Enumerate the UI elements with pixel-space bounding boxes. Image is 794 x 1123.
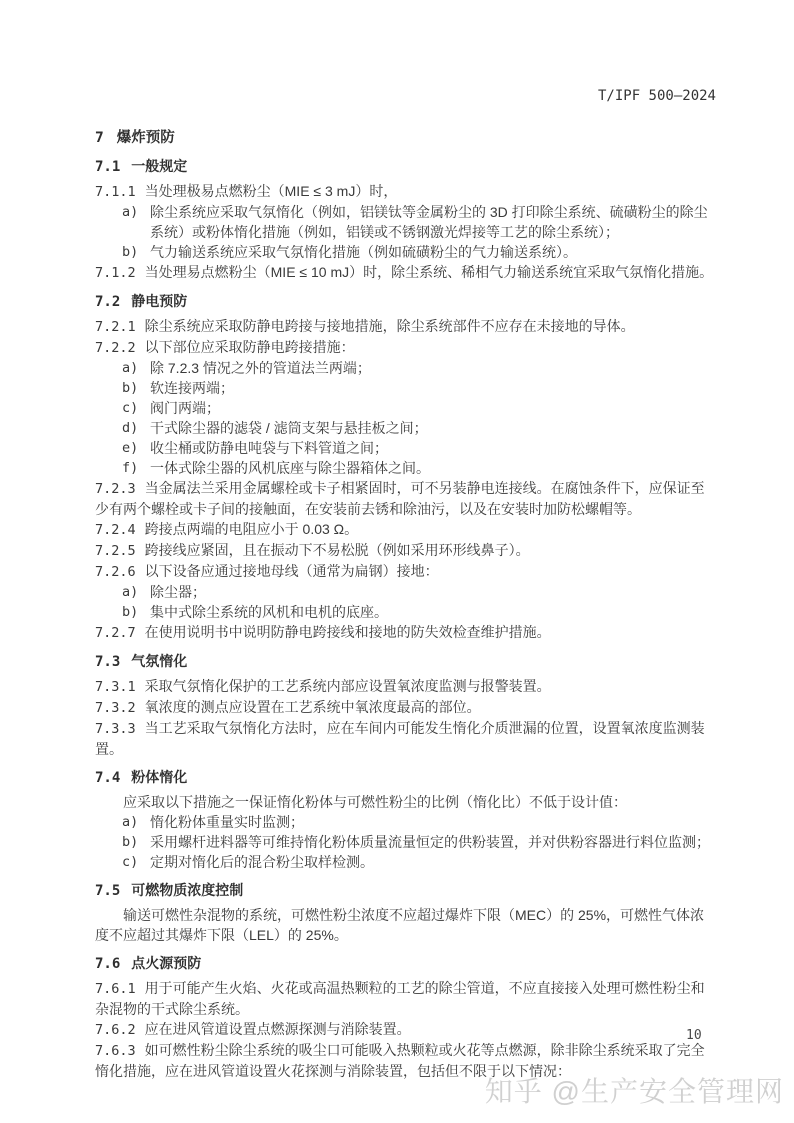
clause-text: 当工艺采取气氛惰化方法时，应在车间内可能发生惰化介质泄漏的位置，设置氧浓度监测装置。 <box>95 720 705 757</box>
clause-number: 7.2.3 <box>95 481 136 497</box>
clause-text: 除尘系统应采取防静电跨接与接地措施，除尘系统部件不应存在未接地的导体。 <box>144 318 635 334</box>
paragraph: 应采取以下措施之一保证惰化粉体与可燃性粉尘的比例（惰化比）不低于设计值： <box>123 794 627 810</box>
list-item-text: 除尘系统应采取气氛惰化（例如，铝镁钛等金属粉尘的 3D 打印除尘系统、硫磺粉尘的除尘系统）或粉体惰化措施（例如，铝镁或不锈钢激光焊接等工艺的除尘系统）； <box>150 204 708 240</box>
clause-text: 当处理极易点燃粉尘（MIE ≤ 3 mJ）时， <box>144 183 398 199</box>
section-heading <box>95 156 716 177</box>
list-item <box>95 438 716 458</box>
list-item <box>95 602 716 622</box>
list-item-text: 阀门两端； <box>150 400 220 416</box>
clause-number: 7.2.2 <box>95 340 136 356</box>
clause-number: 7.6.2 <box>95 1022 136 1038</box>
list-item-text: 软连接两端； <box>150 380 234 396</box>
clause-number: 7.1.2 <box>95 265 136 281</box>
clause <box>95 316 716 337</box>
clause <box>95 1019 716 1040</box>
list-item-label: b) <box>122 244 139 260</box>
document-content <box>95 88 716 1081</box>
clause <box>95 262 716 283</box>
list-item-text: 一体式除尘器的风机底座与除尘器箱体之间。 <box>150 460 430 476</box>
list-item <box>95 398 716 418</box>
clause-number: 7.1.1 <box>95 184 136 200</box>
clause-number: 7.3.2 <box>95 700 136 716</box>
section-heading <box>95 953 716 974</box>
clause-number: 7.2.4 <box>95 522 136 538</box>
chapter-number: 7 <box>95 130 104 146</box>
list-item-label: e) <box>122 440 139 456</box>
clause-text: 跨接线应紧固，且在振动下不易松脱（例如采用环形线鼻子）。 <box>144 542 530 558</box>
list-item-label: a) <box>122 360 139 376</box>
clause-text: 跨接点两端的电阻应小于 0.03 Ω。 <box>144 521 359 537</box>
list-item-label: b) <box>122 604 139 620</box>
section-number: 7.3 <box>95 654 121 670</box>
chapter-title: 爆炸预防 <box>116 130 175 146</box>
list-item-text: 采用螺杆进料器等可维持惰化粉体质量流量恒定的供粉装置，并对供粉容器进行料位监测； <box>150 834 710 850</box>
list-item-label: a) <box>122 204 139 220</box>
clause <box>95 519 716 540</box>
list-item-text: 除尘器； <box>150 584 206 600</box>
section-heading <box>95 880 716 901</box>
list-item <box>95 242 716 262</box>
list-item-label: c) <box>122 854 139 870</box>
clause-text: 氧浓度的测点应设置在工艺系统中氧浓度最高的部位。 <box>144 699 481 715</box>
clause-text: 应在进风管道设置点燃源探测与消除装置。 <box>144 1021 411 1037</box>
list-item <box>95 418 716 438</box>
clause-number: 7.2.7 <box>95 625 136 641</box>
clause-text: 如可燃性粉尘除尘系统的吸尘口可能吸入热颗粒或火花等点燃源，除非除尘系统采取了完全惰化措施，应在进风管道设置火花探测与消除装置，包括但不限于以下情况： <box>95 1042 705 1079</box>
list-item-text: 干式除尘器的滤袋 / 滤筒支架与悬挂板之间； <box>150 420 428 436</box>
list-item-label: c) <box>122 400 139 416</box>
section-title: 静电预防 <box>131 293 188 309</box>
list-item-text: 惰化粉体重量实时监测； <box>150 814 304 830</box>
list-item-label: b) <box>122 834 139 850</box>
clause-number: 7.2.5 <box>95 543 136 559</box>
clause-text: 当金属法兰采用金属螺栓或卡子相紧固时，可不另装静电连接线。在腐蚀条件下，应保证至少有两个螺栓或卡子间的接触面，在安装前去锈和除油污，以及在安装时加防松螺帽等。 <box>95 480 705 517</box>
clause-number: 7.3.3 <box>95 721 136 737</box>
list-item-text: 气力输送系统应采取气氛惰化措施（例如硫磺粉尘的气力输送系统）。 <box>150 244 577 260</box>
clause <box>95 697 716 718</box>
list-item-label: f) <box>122 460 139 476</box>
watermark: 知乎 @生产安全管理网 <box>484 1076 784 1107</box>
list-item-text: 集中式除尘系统的风机和电机的底座。 <box>150 604 388 620</box>
list-item-text: 除 7.2.3 情况之外的管道法兰两端； <box>150 360 371 376</box>
clause-number: 7.2.1 <box>95 319 136 335</box>
list-item <box>95 852 716 872</box>
section-title: 可燃物质浓度控制 <box>131 882 244 898</box>
list-item-label: a) <box>122 814 139 830</box>
clause <box>95 561 716 582</box>
clause <box>95 718 716 759</box>
list-item <box>95 202 716 242</box>
clause <box>95 540 716 561</box>
list-item <box>95 378 716 398</box>
list-item-label: b) <box>122 380 139 396</box>
paragraph: 输送可燃性杂混物的系统，可燃性粉尘浓度不应超过爆炸下限（MEC）的 25%，可燃性气体浓度不应超过其爆炸下限（LEL）的 25%。 <box>95 907 705 943</box>
clause-text: 在使用说明书中说明防静电跨接线和接地的防失效检查维护措施。 <box>144 624 551 640</box>
clause-text: 当处理易点燃粉尘（MIE ≤ 10 mJ）时，除尘系统、稀相气力输送系统宜采取气氛惰化措施。 <box>144 264 714 280</box>
section-heading <box>95 651 716 672</box>
list-item <box>95 812 716 832</box>
section-heading <box>95 767 716 788</box>
clause-text: 用于可能产生火焰、火花或高温热颗粒的工艺的除尘管道，不应直接接入处理可燃性粉尘和杂混物的干式除尘系统。 <box>95 980 705 1017</box>
list-item-label: a) <box>122 584 139 600</box>
clause-number: 7.2.6 <box>95 564 136 580</box>
clause-number: 7.6.1 <box>95 981 136 997</box>
section-number: 7.2 <box>95 294 121 310</box>
sections-container <box>95 156 716 1081</box>
list-item <box>95 358 716 378</box>
clause <box>95 622 716 643</box>
clause-number: 7.6.3 <box>95 1043 136 1059</box>
clause <box>95 181 716 202</box>
section-heading <box>95 291 716 312</box>
list-item-label: d) <box>122 420 139 436</box>
list-item <box>95 832 716 852</box>
section-title: 点火源预防 <box>131 955 202 971</box>
clause <box>95 337 716 358</box>
section-number: 7.1 <box>95 159 121 175</box>
section-title: 粉体惰化 <box>131 769 188 785</box>
section-title: 一般规定 <box>131 158 188 174</box>
clause <box>95 676 716 697</box>
clause <box>95 978 716 1019</box>
clause-number: 7.3.1 <box>95 679 136 695</box>
list-item-text: 定期对惰化后的混合粉尘取样检测。 <box>150 854 374 870</box>
section-number: 7.5 <box>95 883 121 899</box>
list-item-text: 收尘桶或防静电吨袋与下料管道之间； <box>150 440 388 456</box>
section-number: 7.4 <box>95 770 121 786</box>
clause <box>95 478 716 519</box>
clause-text: 以下设备应通过接地母线（通常为扁钢）接地： <box>144 563 439 579</box>
section-number: 7.6 <box>95 956 121 972</box>
list-item <box>95 458 716 478</box>
standard-number: T/IPF 500—2024 <box>597 88 716 104</box>
list-item <box>95 582 716 602</box>
page-header <box>95 88 716 104</box>
chapter-heading <box>95 128 716 148</box>
page-number: 10 <box>686 1028 702 1043</box>
clause-text: 以下部位应采取防静电跨接措施： <box>144 339 355 355</box>
section-title: 气氛惰化 <box>131 653 188 669</box>
clause-text: 采取气氛惰化保护的工艺系统内部应设置氧浓度监测与报警装置。 <box>144 678 551 694</box>
